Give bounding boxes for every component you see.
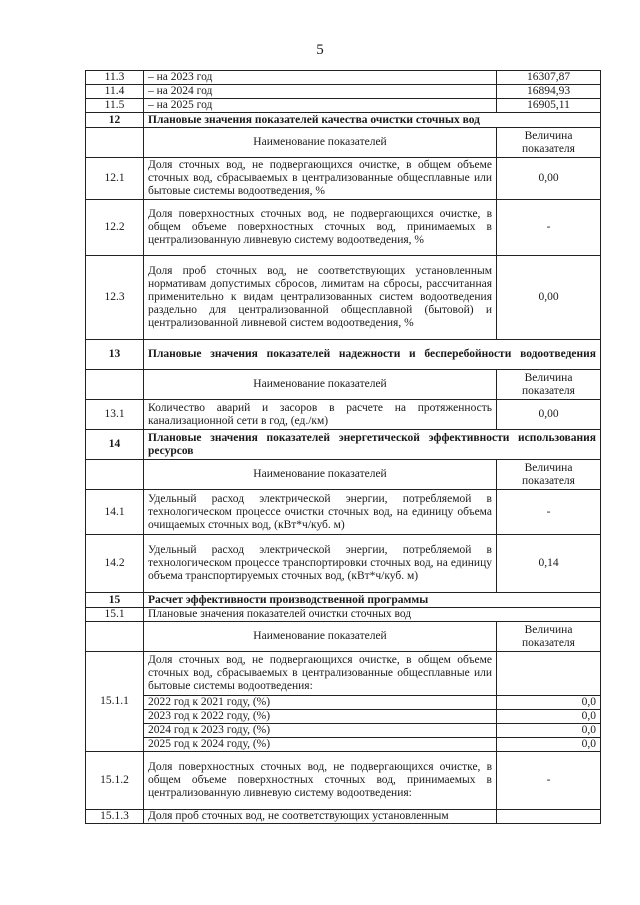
section-header-row [86,340,601,370]
row-number: 12.1 [86,158,144,200]
year-value: 0,0 [497,738,601,752]
row-value: 0,14 [497,535,601,593]
table-row [86,710,601,724]
row-number: 12.2 [86,200,144,256]
table-row [86,535,601,593]
table-row [86,810,601,824]
table-row [86,652,601,696]
column-header-row [86,370,601,400]
column-header-value: Величина показателя [497,622,601,652]
row-number: 11.5 [86,99,144,113]
section-number: 13 [86,340,144,370]
table-row [86,752,601,810]
row-text: Количество аварий и засоров в расчете на протяженность канализационной сети в год, (ед./км) [144,400,497,430]
section-header-row [86,113,601,128]
row-number: 15.1.1 [86,652,144,752]
table-row [86,696,601,710]
year-text: 2024 год к 2023 году, (%) [144,724,497,738]
table-row [86,85,601,99]
section-header-row [86,593,601,608]
indicators-table [85,70,601,824]
year-value: 0,0 [497,724,601,738]
year-text: 2023 год к 2022 году, (%) [144,710,497,724]
column-header-value: Величина показателя [497,460,601,490]
section-title: Плановые значения показателей энергетической эффективности использования ресурсов [144,430,601,460]
row-value: - [497,752,601,810]
column-header-row [86,460,601,490]
column-header-name: Наименование показателей [144,622,497,652]
row-value: - [497,490,601,535]
year-value: 0,0 [497,696,601,710]
row-value: - [497,200,601,256]
page-number: 5 [316,42,324,58]
row-text: Доля поверхностных сточных вод, не подвергающихся очистке, в общем объеме поверхностных сточных вод, принимаемых в централизованную ливневую систему водоотведения, % [144,200,497,256]
row-number: 11.4 [86,85,144,99]
row-text: Удельный расход электрической энергии, потребляемой в технологическом процессе транспортировки сточных вод, на единицу объема транспортируемых сточных вод, (кВт*ч/куб. м) [144,535,497,593]
section-number: 12 [86,113,144,128]
table-row [86,71,601,85]
row-number: 15.1.2 [86,752,144,810]
table-row [86,200,601,256]
row-text: Доля сточных вод, не подвергающихся очистке, в общем объеме сточных вод, сбрасываемых в централизованные общесплавные или бытовые системы водоотведения: [144,652,497,696]
column-header-name: Наименование показателей [144,460,497,490]
subsection-number: 15.1 [86,608,144,622]
column-header-value: Величина показателя [497,128,601,158]
year-value: 0,0 [497,710,601,724]
column-header-name: Наименование показателей [144,370,497,400]
table-row [86,724,601,738]
row-value: 16307,87 [497,71,601,85]
column-header-value: Величина показателя [497,370,601,400]
row-text: Доля проб сточных вод, не соответствующих установленным нормативам допустимых сбросов, лимитам на сбросы, рассчитанная применительно к видам централизованных систем водоотведения раздельно для централизованной общесплавной (бытовой) и централизованной ливневой систем водоотведения, % [144,256,497,340]
section-header-row [86,430,601,460]
row-value: 0,00 [497,256,601,340]
year-text: 2025 год к 2024 году, (%) [144,738,497,752]
table-row [86,400,601,430]
row-number: 13.1 [86,400,144,430]
row-text: Доля поверхностных сточных вод, не подвергающихся очистке, в общем объеме поверхностных сточных вод, принимаемых в централизованную ливневую систему водоотведения: [144,752,497,810]
row-text: – на 2025 год [144,99,497,113]
row-value: 0,00 [497,158,601,200]
row-number: 11.3 [86,71,144,85]
row-number: 14.1 [86,490,144,535]
row-text: Доля проб сточных вод, не соответствующих установленным [144,810,497,824]
section-title: Плановые значения показателей качества очистки сточных вод [144,113,601,128]
row-value: 16905,11 [497,99,601,113]
row-text: – на 2024 год [144,85,497,99]
row-value: 0,00 [497,400,601,430]
section-number: 14 [86,430,144,460]
table-row [86,99,601,113]
table-row [86,158,601,200]
subsection-title: Плановые значения показателей очистки сточных вод [144,608,601,622]
section-title: Расчет эффективности производственной программы [144,593,601,608]
table-row [86,738,601,752]
table-row [86,490,601,535]
column-header-row [86,128,601,158]
row-text: Доля сточных вод, не подвергающихся очистке, в общем объеме сточных вод, сбрасываемых в централизованные общесплавные или бытовые системы водоотведения, % [144,158,497,200]
column-header-row [86,622,601,652]
row-number: 15.1.3 [86,810,144,824]
section-number: 15 [86,593,144,608]
row-text: Удельный расход электрической энергии, потребляемой в технологическом процессе очистки сточных вод, на единицу объема очищаемых сточных вод, (кВт*ч/куб. м) [144,490,497,535]
year-text: 2022 год к 2021 году, (%) [144,696,497,710]
subsection-row [86,608,601,622]
section-title: Плановые значения показателей надежности и бесперебойности водоотведения [144,340,601,370]
row-text: – на 2023 год [144,71,497,85]
table-row [86,256,601,340]
column-header-name: Наименование показателей [144,128,497,158]
row-number: 12.3 [86,256,144,340]
row-number: 14.2 [86,535,144,593]
row-value: 16894,93 [497,85,601,99]
